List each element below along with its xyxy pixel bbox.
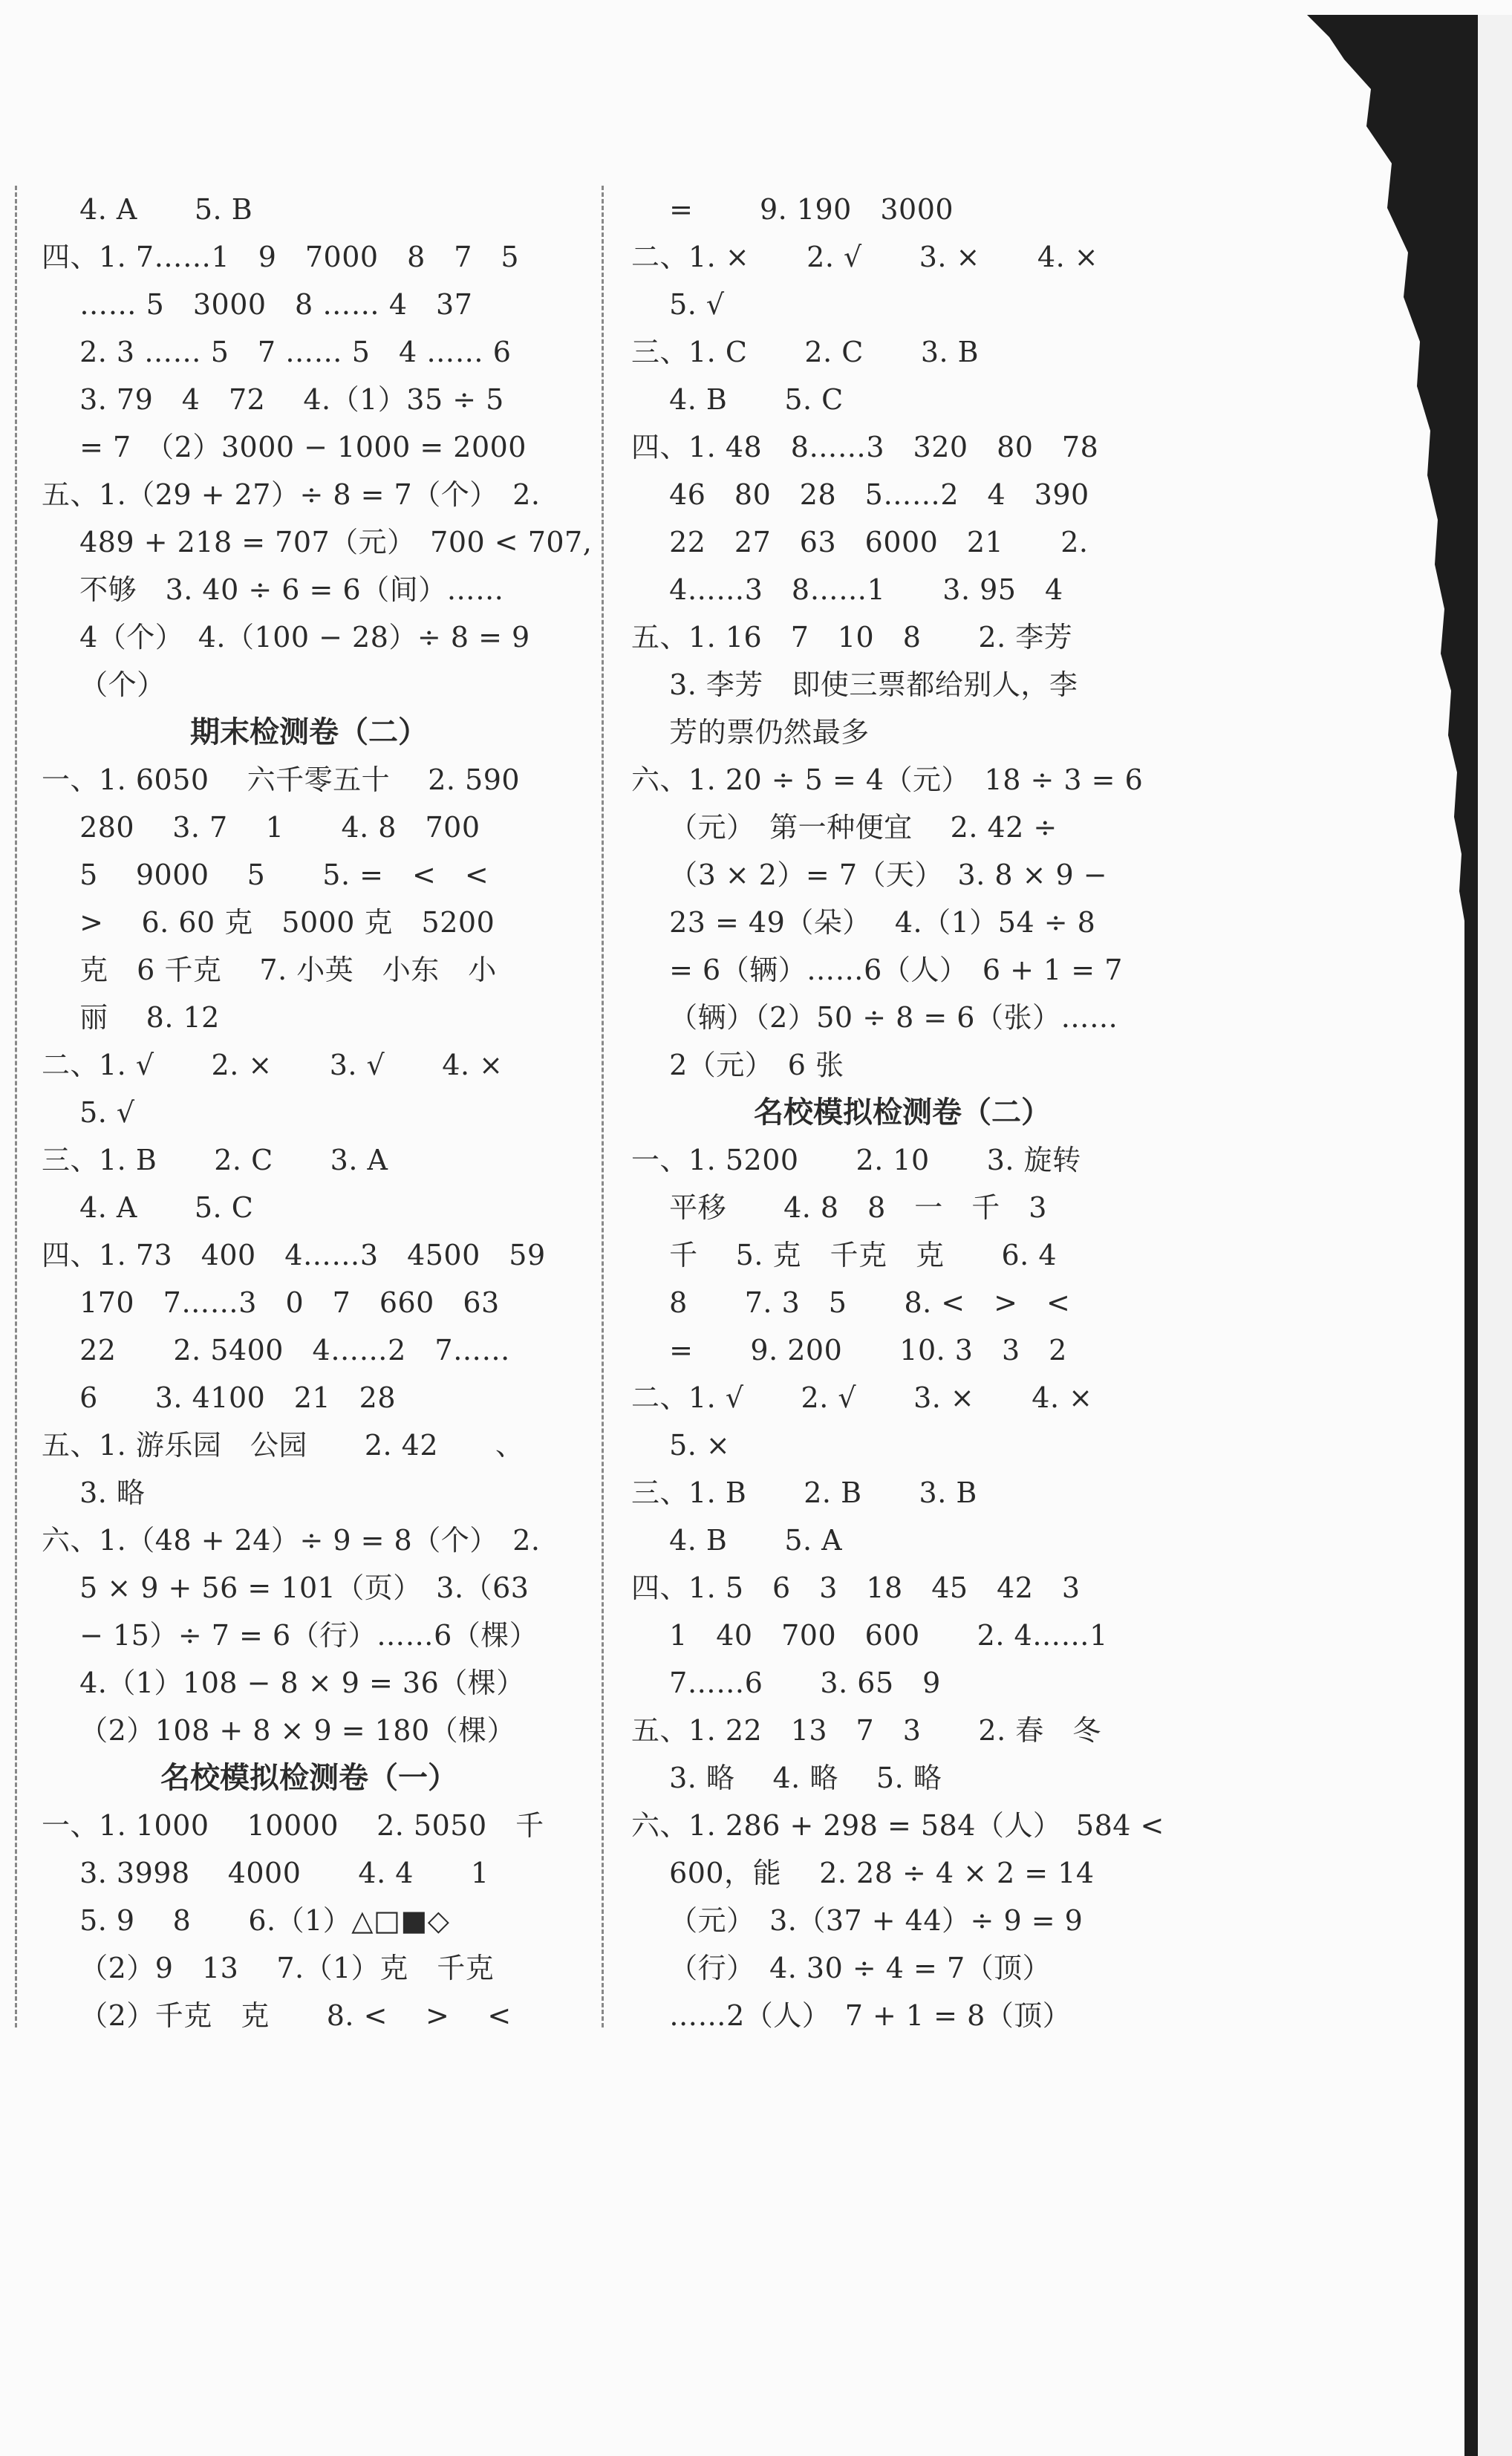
answer-line: （2）108 + 8 × 9 = 180（棵）: [42, 1714, 516, 1747]
answer-line: 2（元） 6 张: [631, 1049, 844, 1081]
answer-line: （元） 第一种便宜 2. 42 ÷: [631, 811, 1058, 844]
answer-line: 芳的票仍然最多: [631, 716, 870, 749]
answer-line: （个）: [42, 668, 166, 701]
answer-line: （3 × 2）= 7（天） 3. 8 × 9 −: [631, 859, 1108, 891]
answer-line: 4（个） 4.（100 − 28）÷ 8 = 9: [42, 621, 530, 654]
answer-line: （行） 4. 30 ÷ 4 = 7（顶）: [631, 1952, 1052, 1984]
answer-line: 千 5. 克 千克 克 6. 4: [631, 1239, 1058, 1271]
answer-line: 五、1. 22 13 7 3 2. 春 冬: [631, 1714, 1101, 1747]
answer-line: …… 5 3000 8 …… 4 37: [42, 288, 473, 321]
answer-line: 170 7……3 0 7 660 63: [42, 1286, 500, 1319]
answer-line: 46 80 28 5……2 4 390: [631, 478, 1089, 511]
answer-line: 7……6 3. 65 9: [631, 1667, 941, 1699]
answer-line: 克 6 千克 7. 小英 小东 小: [42, 954, 497, 986]
answer-line: 六、1. 286 + 298 = 584（人） 584 <: [631, 1809, 1164, 1842]
section-title: 期末检测卷（二）: [190, 715, 428, 749]
answer-line: 3. 略: [42, 1476, 146, 1509]
answer-line: > 6. 60 克 5000 克 5200: [42, 906, 495, 939]
answer-line: 平移 4. 8 8 一 千 3: [631, 1191, 1047, 1224]
answer-line: − 15）÷ 7 = 6（行）……6（棵）: [42, 1619, 538, 1652]
answer-line: 4. B 5. C: [631, 383, 844, 416]
answer-line: 四、1. 73 400 4……3 4500 59: [42, 1239, 546, 1271]
answer-line: 一、1. 1000 10000 2. 5050 千: [42, 1809, 544, 1842]
right-answer-column: [631, 186, 1173, 2039]
answer-line: 4. A 5. B: [42, 193, 253, 226]
answer-line: 二、1. √ 2. √ 3. × 4. ×: [631, 1381, 1093, 1414]
answer-line: 六、1.（48 + 24）÷ 9 = 8（个） 2.: [42, 1524, 541, 1557]
answer-line: 5. √: [42, 1096, 135, 1129]
answer-line: 280 3. 7 1 4. 8 700: [42, 811, 480, 844]
answer-line: 600，能 2. 28 ÷ 4 × 2 = 14: [631, 1857, 1095, 1889]
answer-line: （辆）（2）50 ÷ 8 = 6（张）……: [631, 1001, 1118, 1034]
answer-line: 4.（1）108 − 8 × 9 = 36（棵）: [42, 1667, 525, 1699]
answer-line: 四、1. 7……1 9 7000 8 7 5: [42, 241, 520, 273]
answer-line: 二、1. √ 2. × 3. √ 4. ×: [42, 1049, 504, 1081]
answer-line: 四、1. 5 6 3 18 45 42 3: [631, 1571, 1081, 1604]
answer-line: 1 40 700 600 2. 4……1: [631, 1619, 1108, 1652]
answer-line: 一、1. 6050 六千零五十 2. 590: [42, 763, 521, 796]
answer-line: 4. A 5. C: [42, 1191, 254, 1224]
answer-line: 22 27 63 6000 21 2.: [631, 526, 1089, 558]
answer-line: 一、1. 5200 2. 10 3. 旋转: [631, 1144, 1081, 1176]
section-title: 名校模拟检测卷（一）: [160, 1761, 457, 1795]
answer-line: 三、1. B 2. C 3. A: [42, 1144, 388, 1176]
answer-line: 3. 79 4 72 4.（1）35 ÷ 5: [42, 383, 504, 416]
answer-line: 5. 9 8 6.（1）△□■◇: [42, 1904, 450, 1937]
section-title: 名校模拟检测卷（二）: [754, 1095, 1051, 1130]
answer-line: ……2（人） 7 + 1 = 8（顶）: [631, 1999, 1072, 2032]
torn-page-edge: [1292, 0, 1512, 2456]
answer-line: 5 × 9 + 56 = 101（页） 3.（63: [42, 1571, 529, 1604]
answer-line: 五、1.（29 + 27）÷ 8 = 7（个） 2.: [42, 478, 541, 511]
answer-line: 4. B 5. A: [631, 1524, 843, 1557]
answer-line: 五、1. 游乐园 公园 2. 42 、: [42, 1429, 524, 1462]
left-answer-column: [42, 186, 593, 2039]
answer-line: 5. ×: [631, 1429, 731, 1462]
answer-line: 23 = 49（朵） 4.（1）54 ÷ 8: [631, 906, 1096, 939]
answer-line: （元） 3.（37 + 44）÷ 9 = 9: [631, 1904, 1084, 1937]
answer-line: 6 3. 4100 21 28: [42, 1381, 397, 1414]
answer-line: 5 9000 5 5. = < <: [42, 859, 489, 891]
answer-line: 丽 8. 12: [42, 1001, 220, 1034]
answer-line: 三、1. C 2. C 3. B: [631, 336, 980, 368]
answer-line: 8 7. 3 5 8. < > <: [631, 1286, 1071, 1319]
answer-line: 4……3 8……1 3. 95 4: [631, 573, 1063, 606]
left-margin-dashed-line: [15, 186, 17, 2027]
answer-line: = 7 （2）3000 − 1000 = 2000: [42, 431, 527, 463]
column-divider-dashed-line: [602, 186, 604, 2027]
answer-line: 5. √: [631, 288, 725, 321]
answer-line: 四、1. 48 8……3 320 80 78: [631, 431, 1099, 463]
answer-line: = 9. 190 3000: [631, 193, 954, 226]
answer-line: 489 + 218 = 707（元） 700 < 707,: [42, 526, 593, 558]
answer-line: 3. 3998 4000 4. 4 1: [42, 1857, 489, 1889]
answer-line: = 6（辆）……6（人） 6 + 1 = 7: [631, 954, 1123, 986]
answer-line: 六、1. 20 ÷ 5 = 4（元） 18 ÷ 3 = 6: [631, 763, 1144, 796]
answer-line: = 9. 200 10. 3 3 2: [631, 1334, 1067, 1367]
answer-line: 3. 李芳 即使三票都给别人，李: [631, 668, 1078, 701]
answer-line: 五、1. 16 7 10 8 2. 李芳: [631, 621, 1073, 654]
answer-line: 22 2. 5400 4……2 7……: [42, 1334, 511, 1367]
answer-line: 3. 略 4. 略 5. 略: [631, 1762, 942, 1794]
answer-line: 二、1. × 2. √ 3. × 4. ×: [631, 241, 1099, 273]
answer-line: 不够 3. 40 ÷ 6 = 6（间）……: [42, 573, 504, 606]
answer-line: 2. 3 …… 5 7 …… 5 4 …… 6: [42, 336, 512, 368]
answer-line: （2）9 13 7.（1）克 千克: [42, 1952, 495, 1984]
answer-line: 三、1. B 2. B 3. B: [631, 1476, 977, 1509]
answer-line: （2）千克 克 8. < > <: [42, 1999, 512, 2032]
